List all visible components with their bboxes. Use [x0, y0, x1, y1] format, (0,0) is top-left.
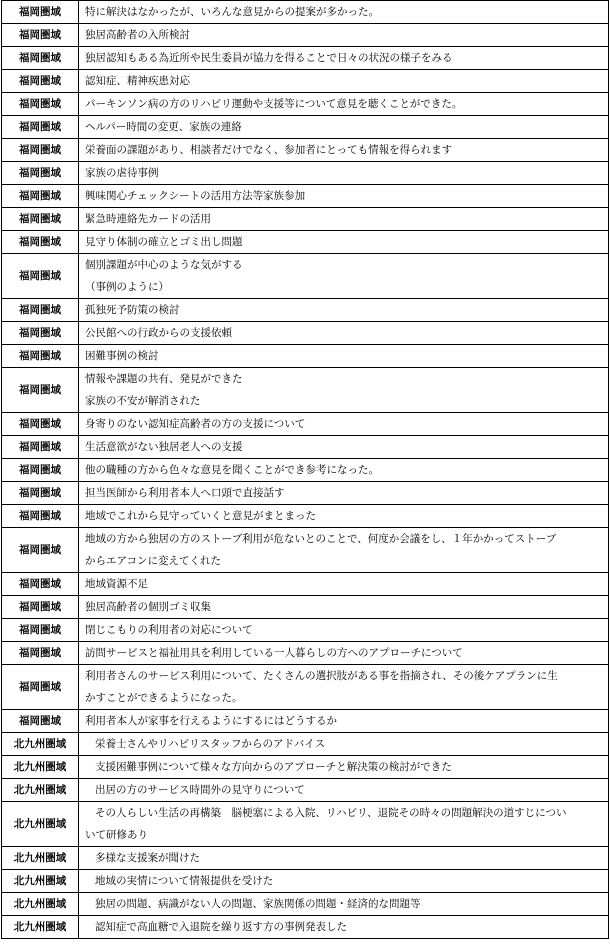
table-row	[2, 93, 609, 116]
content-cell	[79, 47, 609, 70]
content-cell	[79, 254, 609, 299]
content-cell	[79, 893, 609, 916]
content-cell	[79, 665, 609, 710]
table-row	[2, 299, 609, 322]
table-row	[2, 322, 609, 345]
table-row	[2, 596, 609, 619]
content-cell	[79, 573, 609, 596]
content-line: 訪問サービスと福祉用具を利用している一人暮らしの方へのアプローチについて	[85, 647, 463, 659]
content-line: 認知症で高血糖で入退院を繰り返す方の事例発表した	[95, 921, 347, 933]
region-cell: 福岡圏域	[2, 162, 79, 185]
region-cell: 福岡圏域	[2, 619, 79, 642]
region-cell: 北九州圏域	[2, 733, 79, 756]
results-table	[1, 0, 609, 939]
content-cell	[79, 710, 609, 733]
content-line: 担当医師から利用者本人へ口頭で直接話す	[85, 487, 285, 499]
region-cell: 福岡圏域	[2, 573, 79, 596]
content-line: 出居の方のサービス時間外の見守りについて	[95, 784, 305, 796]
content-cell	[79, 368, 609, 413]
table-row	[2, 436, 609, 459]
region-cell: 北九州圏域	[2, 847, 79, 870]
region-cell: 福岡圏域	[2, 642, 79, 665]
content-cell	[79, 847, 609, 870]
content-line: 個別課題が中心のような気がする	[85, 259, 243, 271]
table-row	[2, 162, 609, 185]
content-line: 多様な支援案が聞けた	[95, 852, 200, 864]
content-cell	[79, 231, 609, 254]
table-row	[2, 619, 609, 642]
content-line: 孤独死予防策の検討	[85, 304, 180, 316]
content-line: 生活意欲がない独居老人への支援	[85, 441, 243, 453]
content-line: 支援困難事例について様々な方向からのアプローチと解決策の検討ができた	[95, 761, 452, 773]
content-line: 利用者本人が家事を行えるようにするにはどうするか	[85, 715, 337, 727]
region-cell: 福岡圏域	[2, 482, 79, 505]
region-cell: 福岡圏域	[2, 505, 79, 528]
content-cell	[79, 642, 609, 665]
content-line: 公民館への行政からの支援依頼	[85, 327, 232, 339]
content-line: 認知症、精神疾患対応	[85, 75, 190, 87]
table-row	[2, 505, 609, 528]
table-row	[2, 459, 609, 482]
content-cell	[79, 459, 609, 482]
content-line: 地域でこれから見守っていくと意見がまとまった	[85, 510, 316, 522]
content-line: 特に解決はなかったが、いろんな意見からの提案が多かった。	[85, 6, 379, 18]
content-cell	[79, 139, 609, 162]
region-cell: 福岡圏域	[2, 459, 79, 482]
region-cell: 北九州圏域	[2, 870, 79, 893]
content-cell	[79, 1, 609, 24]
table-row	[2, 47, 609, 70]
table-row	[2, 24, 609, 47]
content-line: 独居認知もある為近所や民生委員が協力を得ることで日々の状況の様子をみる	[85, 52, 453, 64]
content-cell	[79, 436, 609, 459]
region-cell: 福岡圏域	[2, 596, 79, 619]
region-cell: 福岡圏域	[2, 413, 79, 436]
content-line: 利用者さんのサービス利用について、たくさんの選択肢がある事を指摘され、その後ケアプランに生	[85, 670, 558, 682]
table-row	[2, 482, 609, 505]
content-cell	[79, 779, 609, 802]
content-cell	[79, 733, 609, 756]
table-row	[2, 779, 609, 802]
content-line: 独居の問題、病識がない人の問題、家族関係の問題・経済的な問題等	[95, 898, 421, 910]
region-cell: 福岡圏域	[2, 70, 79, 93]
content-line: いて研修あり	[85, 829, 148, 841]
region-cell: 福岡圏域	[2, 710, 79, 733]
content-line: 緊急時連絡先カードの活用	[85, 213, 211, 225]
content-line: （事例のように）	[85, 281, 169, 293]
content-cell	[79, 116, 609, 139]
table-row	[2, 870, 609, 893]
region-cell: 北九州圏域	[2, 756, 79, 779]
table-row	[2, 413, 609, 436]
region-cell: 福岡圏域	[2, 345, 79, 368]
region-cell: 福岡圏域	[2, 368, 79, 413]
content-cell	[79, 70, 609, 93]
table-row	[2, 116, 609, 139]
table-row	[2, 528, 609, 573]
content-cell	[79, 916, 609, 939]
content-line: 地域資源不足	[85, 578, 148, 590]
table-row	[2, 254, 609, 299]
region-cell: 福岡圏域	[2, 139, 79, 162]
content-line: 栄養面の課題があり、相談者だけでなく、参加者にとっても情報を得られます	[85, 144, 453, 156]
region-cell: 福岡圏域	[2, 24, 79, 47]
content-line: パーキンソン病の方のリハビリ運動や支援等について意見を聴くことができた。	[85, 98, 463, 110]
region-cell: 北九州圏域	[2, 779, 79, 802]
content-line: 家族の虐待事例	[85, 167, 159, 179]
content-cell	[79, 299, 609, 322]
content-cell	[79, 208, 609, 231]
content-cell	[79, 185, 609, 208]
region-cell: 福岡圏域	[2, 231, 79, 254]
region-cell: 福岡圏域	[2, 116, 79, 139]
content-line: 身寄りのない認知症高齢者の方の支援について	[85, 418, 306, 430]
content-cell	[79, 322, 609, 345]
content-cell	[79, 413, 609, 436]
content-line: その人らしい生活の再構築 脳梗塞による入院、リハビリ、退院その時々の問題解決の道すじについ	[95, 807, 567, 819]
content-cell	[79, 802, 609, 847]
table-row	[2, 185, 609, 208]
content-cell	[79, 756, 609, 779]
table-row	[2, 345, 609, 368]
content-line: 興味関心チェックシートの活用方法等家族参加	[85, 190, 306, 202]
content-line: 栄養士さんやリハビリスタッフからのアドバイス	[95, 738, 326, 750]
content-line: 見守り体制の確立とゴミ出し問題	[85, 236, 243, 248]
table-row	[2, 733, 609, 756]
content-line: 独居高齢者の個別ゴミ収集	[85, 601, 211, 613]
table-row	[2, 573, 609, 596]
region-cell: 福岡圏域	[2, 1, 79, 24]
table-row	[2, 139, 609, 162]
region-cell: 福岡圏域	[2, 254, 79, 299]
region-cell: 福岡圏域	[2, 299, 79, 322]
table-row	[2, 208, 609, 231]
region-cell: 福岡圏域	[2, 436, 79, 459]
table-row	[2, 642, 609, 665]
region-cell: 福岡圏域	[2, 528, 79, 573]
region-cell: 福岡圏域	[2, 185, 79, 208]
table-row	[2, 802, 609, 847]
content-cell	[79, 93, 609, 116]
content-line: 地域の方から独居の方のストーブ利用が危ないとのことで、何度か会議をし、１年かかってストーブ	[85, 533, 557, 545]
content-line: 困難事例の検討	[85, 350, 159, 362]
content-line: 独居高齢者の入所検討	[85, 29, 190, 41]
content-line: 情報や課題の共有、発見ができた	[85, 373, 243, 385]
region-cell: 福岡圏域	[2, 322, 79, 345]
content-line: かすことができるようになった。	[85, 692, 243, 704]
content-cell	[79, 24, 609, 47]
region-cell: 北九州圏域	[2, 916, 79, 939]
table-row	[2, 916, 609, 939]
content-cell	[79, 482, 609, 505]
content-line: 他の職種の方から色々な意見を聞くことができ参考になった。	[85, 464, 379, 476]
region-cell: 福岡圏域	[2, 208, 79, 231]
table-row	[2, 665, 609, 710]
content-cell	[79, 528, 609, 573]
table-row	[2, 231, 609, 254]
table-row	[2, 710, 609, 733]
content-line: からエアコンに変えてくれた	[85, 555, 221, 567]
content-line: 閉じこもりの利用者の対応について	[85, 624, 253, 636]
table-row	[2, 756, 609, 779]
table-row	[2, 893, 609, 916]
content-line: 家族の不安が解消された	[85, 395, 201, 407]
region-cell: 北九州圏域	[2, 802, 79, 847]
region-cell: 福岡圏域	[2, 93, 79, 116]
content-cell	[79, 596, 609, 619]
content-line: 地域の実情について情報提供を受けた	[95, 875, 274, 887]
content-cell	[79, 505, 609, 528]
content-line: ヘルパー時間の変更、家族の連絡	[85, 121, 242, 133]
region-cell: 福岡圏域	[2, 47, 79, 70]
region-cell: 北九州圏域	[2, 893, 79, 916]
table-row	[2, 368, 609, 413]
content-cell	[79, 345, 609, 368]
content-cell	[79, 162, 609, 185]
region-cell: 福岡圏域	[2, 665, 79, 710]
table-row	[2, 70, 609, 93]
table-body	[2, 1, 609, 939]
table-row	[2, 1, 609, 24]
content-cell	[79, 619, 609, 642]
content-cell	[79, 870, 609, 893]
table-row	[2, 847, 609, 870]
